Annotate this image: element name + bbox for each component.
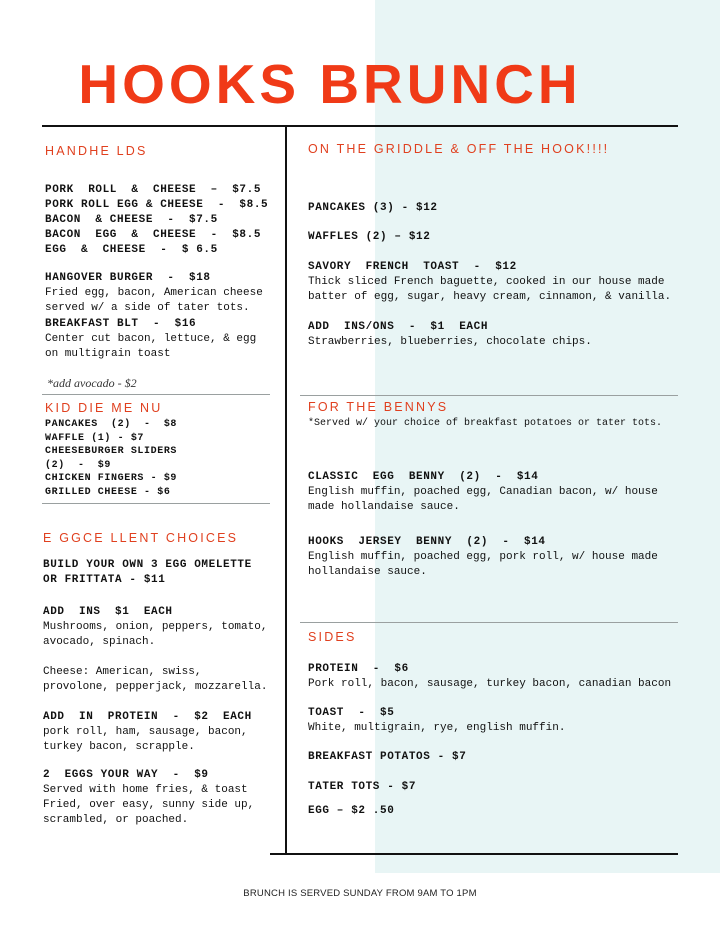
title-text: HOOKS BRUNCH <box>78 53 582 115</box>
right-divider-1 <box>300 395 678 396</box>
hangover-burger <box>45 271 263 316</box>
toast-desc: batter of egg, sugar, heavy cream, cinnamon, & vanilla. <box>308 291 672 303</box>
right-background-panel <box>375 0 720 873</box>
side-toast-desc: White, multigrain, rye, english muffin. <box>308 722 566 734</box>
eggcellent-heading: E GGCE LLENT CHOICES <box>43 531 239 545</box>
jersey-desc: English muffin, poached egg, pork roll, w/ house made <box>308 551 658 563</box>
center-rule <box>285 127 287 855</box>
avocado-note: *add avocado - $2 <box>47 376 137 390</box>
handheld-item: BACON EGG & CHEESE - $8.5 <box>45 229 262 241</box>
burger-title: HANGOVER BURGER - $18 <box>45 272 211 284</box>
toast-title: SAVORY FRENCH TOAST - $12 <box>308 261 517 273</box>
handhelds-heading: HANDHE LDS <box>45 144 148 158</box>
kiddie-item: (2) - $9 <box>45 459 112 471</box>
side-protein-title: PROTEIN - $6 <box>308 663 409 675</box>
blt-desc: on multigrain toast <box>45 348 171 360</box>
page-title <box>0 52 720 116</box>
left-divider-2 <box>42 503 270 504</box>
side-toast-title: TOAST - $5 <box>308 707 395 719</box>
kiddie-item: PANCAKES (2) - $8 <box>45 419 178 430</box>
add-ins <box>43 605 267 650</box>
handhelds-items <box>45 183 268 258</box>
footer-hours: BRUNCH IS SERVED SUNDAY FROM 9AM TO 1PM <box>243 888 477 899</box>
kiddie-item: CHEESEBURGER SLIDERS <box>45 446 178 457</box>
breakfast-blt <box>45 317 256 362</box>
eggs-desc: Served with home fries, & toast <box>43 784 248 796</box>
pancakes: PANCAKES (3) - $12 <box>308 202 438 214</box>
classic-title: CLASSIC EGG BENNY (2) - $14 <box>308 471 539 483</box>
side-protein <box>308 662 671 692</box>
classic-desc: made hollandaise sauce. <box>308 501 460 513</box>
eggs-your-way <box>43 768 254 828</box>
bottom-rule <box>270 853 678 855</box>
eggs-title: 2 EGGS YOUR WAY - $9 <box>43 769 209 781</box>
cheese-desc: provolone, pepperjack, mozzarella. <box>43 681 268 693</box>
side-egg: EGG – $2 .50 <box>308 805 395 817</box>
addons-title: ADD INS/ONS - $1 EACH <box>308 321 489 333</box>
kiddie-item: GRILLED CHEESE - $6 <box>45 486 171 498</box>
protein-desc: pork roll, ham, sausage, bacon, <box>43 726 248 738</box>
jersey-desc: hollandaise sauce. <box>308 566 427 578</box>
eggs-desc: scrambled, or poached. <box>43 814 189 826</box>
protein-title: ADD IN PROTEIN - $2 EACH <box>43 711 252 723</box>
addins-title: ADD INS $1 EACH <box>43 606 173 618</box>
classic-benny <box>308 470 658 515</box>
handheld-item: PORK ROLL & CHEESE – $7.5 <box>45 184 262 196</box>
side-protein-desc: Pork roll, bacon, sausage, turkey bacon, canadian bacon <box>308 678 672 690</box>
omelette <box>43 558 252 588</box>
side-toast <box>308 706 565 736</box>
blt-title: BREAKFAST BLT - $16 <box>45 318 197 330</box>
top-rule <box>42 125 678 127</box>
kiddie-item: CHICKEN FINGERS - $9 <box>45 473 178 484</box>
classic-desc: English muffin, poached egg, Canadian bacon, w/ house <box>308 486 658 498</box>
add-protein <box>43 710 252 755</box>
eggs-desc: Fried, over easy, sunny side up, <box>43 799 255 811</box>
handheld-item: EGG & CHEESE - $ 6.5 <box>45 244 218 256</box>
handheld-item: PORK ROLL EGG & CHEESE - $8.5 <box>45 199 269 211</box>
jersey-title: HOOKS JERSEY BENNY (2) - $14 <box>308 536 546 548</box>
right-divider-2 <box>300 622 678 623</box>
cheese-options <box>43 665 267 695</box>
jersey-benny <box>308 535 658 580</box>
sides-heading: SIDES <box>308 630 357 644</box>
addons-desc: Strawberries, blueberries, chocolate chips. <box>308 336 592 348</box>
omelette-line: OR FRITTATA - $11 <box>43 574 166 586</box>
cheese-desc: Cheese: American, swiss, <box>43 666 202 678</box>
handheld-item: BACON & CHEESE - $7.5 <box>45 214 218 226</box>
left-divider-1 <box>42 394 270 395</box>
kiddie-items <box>45 418 177 499</box>
bennys-heading: FOR THE BENNYS <box>308 400 449 414</box>
griddle-heading: ON THE GRIDDLE & OFF THE HOOK!!!! <box>308 142 610 156</box>
waffles: WAFFLES (2) – $12 <box>308 231 431 243</box>
toast-desc: Thick sliced French baguette, cooked in our house made <box>308 276 665 288</box>
kiddie-heading: KID DIE ME NU <box>45 401 163 415</box>
omelette-line: BUILD YOUR OWN 3 EGG OMELETTE <box>43 559 252 571</box>
add-ons <box>308 320 592 350</box>
side-tots: TATER TOTS - $7 <box>308 781 417 793</box>
blt-desc: Center cut bacon, lettuce, & egg <box>45 333 257 345</box>
side-potatoes: BREAKFAST POTATOS - $7 <box>308 751 467 763</box>
addins-desc: avocado, spinach. <box>43 636 156 648</box>
protein-desc: turkey bacon, scrapple. <box>43 741 195 753</box>
bennys-note: *Served w/ your choice of breakfast potatoes or tater tots. <box>308 418 663 429</box>
addins-desc: Mushrooms, onion, peppers, tomato, <box>43 621 268 633</box>
burger-desc: Fried egg, bacon, American cheese <box>45 287 263 299</box>
kiddie-item: WAFFLE (1) - $7 <box>45 432 145 444</box>
burger-desc: served w/ a side of tater tots. <box>45 302 250 314</box>
french-toast <box>308 260 671 305</box>
